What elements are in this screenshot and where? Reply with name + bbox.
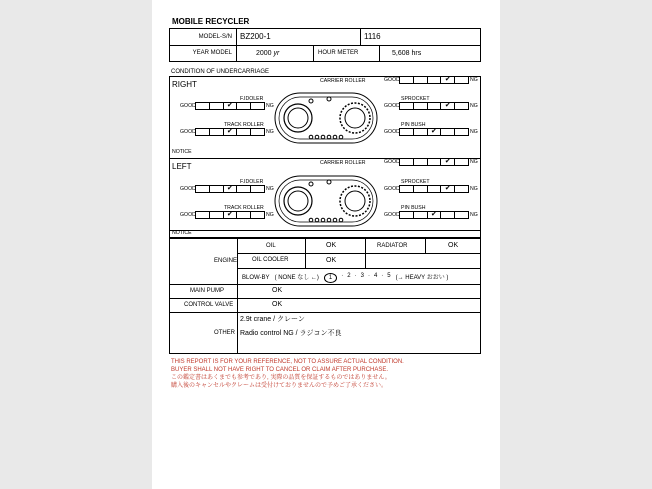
- other-label: OTHER: [214, 330, 235, 336]
- left-sprocket-rating-scale[interactable]: [399, 185, 469, 193]
- rating-cell[interactable]: [236, 103, 250, 109]
- left-notice-label: NOTICE: [172, 230, 192, 236]
- rating-cell[interactable]: [440, 103, 454, 109]
- report-title: MOBILE RECYCLER: [172, 17, 250, 26]
- serial-value: 1116: [364, 32, 381, 41]
- rating-cell[interactable]: [427, 129, 441, 135]
- right-f_idoler-ng-label: NG: [266, 103, 274, 109]
- rating-cell[interactable]: [250, 212, 264, 218]
- radiator-label: RADIATOR: [377, 243, 408, 249]
- check-icon: ✔: [444, 102, 451, 109]
- right-notice-label: NOTICE: [172, 149, 192, 155]
- rating-cell[interactable]: [413, 159, 427, 165]
- check-icon: ✔: [431, 128, 437, 135]
- engine-label: ENGINE: [214, 258, 238, 264]
- left-f_idoler-rating-scale[interactable]: [195, 185, 265, 193]
- blowby-heavy: (→ HEAVY おおい ): [395, 275, 449, 281]
- oil-label: OIL: [266, 243, 276, 249]
- left-f-idoler-label: F.IDOLER: [240, 179, 264, 185]
- blowby-separator: ·: [367, 273, 370, 279]
- rating-cell[interactable]: [400, 186, 413, 192]
- right-pin_bush-good-label: GOOD: [384, 129, 400, 135]
- rating-cell[interactable]: [454, 129, 468, 135]
- blowby-scale-value: 5: [387, 273, 391, 279]
- rating-cell[interactable]: [413, 212, 427, 218]
- rating-cell[interactable]: [400, 103, 413, 109]
- rating-cell[interactable]: [209, 212, 223, 218]
- right-track_roller-ng-label: NG: [266, 129, 274, 135]
- check-icon: ✔: [227, 102, 233, 109]
- left-track-diagram-icon: [273, 170, 379, 232]
- left-track_roller-rating-scale[interactable]: [195, 211, 265, 219]
- right-sprocket-rating-scale[interactable]: [399, 102, 469, 110]
- blowby-scale-value: 3: [360, 273, 364, 279]
- rating-cell[interactable]: [413, 103, 427, 109]
- check-icon: ✔: [444, 158, 451, 165]
- rating-cell[interactable]: [236, 129, 250, 135]
- rating-cell[interactable]: [427, 186, 441, 192]
- hour-label: HOUR METER: [318, 50, 359, 56]
- oil-cooler-value: OK: [326, 257, 337, 264]
- other-line-2: Radio control NG / ラジコン不良: [240, 330, 342, 337]
- right-track_roller-rating-scale[interactable]: [195, 128, 265, 136]
- right-pin-bush-label: PIN BUSH: [401, 122, 426, 128]
- rating-cell[interactable]: [400, 77, 413, 83]
- right-pin_bush-ng-label: NG: [470, 129, 478, 135]
- model-sn-label: MODEL-S/N: [198, 34, 232, 40]
- blowby-separator: ·: [341, 273, 344, 279]
- right-track-diagram-icon: [273, 87, 379, 149]
- rating-cell[interactable]: [440, 212, 454, 218]
- left-track_roller-ng-label: NG: [266, 212, 274, 218]
- rating-cell[interactable]: [223, 212, 237, 218]
- check-icon: ✔: [227, 128, 233, 135]
- left-carrier_roller-ng-label: NG: [470, 159, 478, 165]
- year-label: YEAR MODEL: [192, 50, 232, 56]
- rating-cell[interactable]: [209, 129, 223, 135]
- rating-cell[interactable]: [454, 212, 468, 218]
- right-f_idoler-rating-scale[interactable]: [195, 102, 265, 110]
- right-sprocket-label: SPROCKET: [401, 96, 430, 102]
- rating-cell[interactable]: [400, 159, 413, 165]
- check-icon: ✔: [444, 185, 451, 192]
- radiator-value: OK: [448, 242, 459, 249]
- left-carrier_roller-rating-scale[interactable]: [399, 158, 469, 166]
- rating-cell[interactable]: [427, 103, 441, 109]
- left-sprocket-label: SPROCKET: [401, 179, 430, 185]
- year-value: 2000 yr: [256, 50, 280, 57]
- rating-cell[interactable]: [454, 159, 468, 165]
- disclaimer-line-1: THIS REPORT IS FOR YOUR REFERENCE, NOT TO ASSURE ACTUAL CONDITION.: [171, 359, 404, 365]
- left-track-roller-label: TRACK ROLLER: [224, 205, 264, 211]
- oil-value: OK: [326, 242, 337, 249]
- rating-cell[interactable]: [250, 129, 264, 135]
- rating-cell[interactable]: [413, 129, 427, 135]
- right-sprocket-good-label: GOOD: [384, 103, 400, 109]
- info-table: [169, 28, 481, 62]
- check-icon: ✔: [227, 185, 233, 192]
- disclaimer-line-2: BUYER SHALL NOT HAVE RIGHT TO CANCEL OR CLAIM AFTER PURCHASE.: [171, 367, 389, 373]
- blowby-scale-value: 1: [324, 273, 337, 283]
- rating-cell[interactable]: [400, 129, 413, 135]
- left-carrier-roller-label: CARRIER ROLLER: [320, 160, 366, 166]
- left-pin_bush-good-label: GOOD: [384, 212, 400, 218]
- disclaimer-line-4: 購入後のキャンセルやクレームは受付けておりませんので予めご了承ください。: [171, 383, 388, 389]
- rating-cell[interactable]: [454, 186, 468, 192]
- inspection-table: [169, 238, 481, 354]
- rating-cell[interactable]: [440, 186, 454, 192]
- rating-cell[interactable]: [209, 186, 223, 192]
- left-sprocket-good-label: GOOD: [384, 186, 400, 192]
- right-track_roller-good-label: GOOD: [180, 129, 196, 135]
- left-track_roller-good-label: GOOD: [180, 212, 196, 218]
- rating-cell[interactable]: [223, 186, 237, 192]
- rating-cell[interactable]: [196, 212, 209, 218]
- blowby-label: BLOW-BY: [242, 275, 270, 281]
- left-carrier_roller-good-label: GOOD: [384, 159, 400, 165]
- right-side-label: RIGHT: [172, 80, 197, 89]
- rating-cell[interactable]: [440, 129, 454, 135]
- right-f_idoler-good-label: GOOD: [180, 103, 196, 109]
- blowby-separator: ·: [354, 273, 357, 279]
- right-track-roller-label: TRACK ROLLER: [224, 122, 264, 128]
- rating-cell[interactable]: [236, 212, 250, 218]
- undercarriage-title: CONDITION OF UNDERCARRIAGE: [171, 69, 270, 75]
- control-valve-value: OK: [272, 301, 283, 308]
- right-carrier-roller-label: CARRIER ROLLER: [320, 78, 366, 84]
- rating-cell[interactable]: [196, 103, 209, 109]
- blowby-none: ( NONE なし ←): [274, 275, 319, 281]
- blowby-row: [242, 273, 448, 283]
- other-line-1: 2.9t crane / クレーン: [240, 316, 305, 323]
- left-pin-bush-label: PIN BUSH: [401, 205, 426, 211]
- rating-cell[interactable]: [427, 159, 441, 165]
- rating-cell[interactable]: [209, 103, 223, 109]
- blowby-scale: [324, 273, 391, 283]
- blowby-separator: ·: [381, 273, 384, 279]
- disclaimer-line-3: この鑑定書はあくまでも参考であり, 実際の品質を保証するものではありません。: [171, 375, 391, 381]
- left-side-label: LEFT: [172, 162, 192, 171]
- left-pin_bush-rating-scale[interactable]: [399, 211, 469, 219]
- rating-cell[interactable]: [454, 77, 468, 83]
- left-sprocket-ng-label: NG: [470, 186, 478, 192]
- rating-cell[interactable]: [440, 159, 454, 165]
- rating-cell[interactable]: [413, 186, 427, 192]
- check-icon: ✔: [444, 76, 451, 83]
- rating-cell[interactable]: [196, 186, 209, 192]
- check-icon: ✔: [431, 211, 437, 218]
- rating-cell[interactable]: [413, 77, 427, 83]
- right-carrier_roller-good-label: GOOD: [384, 77, 400, 83]
- rating-cell[interactable]: [196, 129, 209, 135]
- blowby-scale-value: 2: [347, 273, 351, 279]
- report-page: [152, 0, 500, 489]
- right-carrier_roller-ng-label: NG: [470, 77, 478, 83]
- rating-cell[interactable]: [427, 77, 441, 83]
- check-icon: ✔: [227, 211, 233, 218]
- hour-value: 5,608 hrs: [392, 50, 422, 57]
- rating-cell[interactable]: [236, 186, 250, 192]
- model-value: BZ200-1: [240, 32, 271, 41]
- left-f_idoler-ng-label: NG: [266, 186, 274, 192]
- main-pump-label: MAIN PUMP: [190, 288, 225, 294]
- left-f_idoler-good-label: GOOD: [180, 186, 196, 192]
- blowby-scale-value: 4: [373, 273, 378, 279]
- left-pin_bush-ng-label: NG: [470, 212, 478, 218]
- oil-cooler-label: OIL COOLER: [252, 257, 289, 263]
- rating-cell[interactable]: [400, 212, 413, 218]
- rating-cell[interactable]: [223, 103, 237, 109]
- rating-cell[interactable]: [223, 129, 237, 135]
- rating-cell[interactable]: [250, 103, 264, 109]
- rating-cell[interactable]: [454, 103, 468, 109]
- rating-cell[interactable]: [440, 77, 454, 83]
- main-pump-value: OK: [272, 287, 283, 294]
- right-sprocket-ng-label: NG: [470, 103, 478, 109]
- right-f-idoler-label: F.IDOLER: [240, 96, 264, 102]
- rating-cell[interactable]: [250, 186, 264, 192]
- rating-cell[interactable]: [427, 212, 441, 218]
- control-valve-label: CONTROL VALVE: [184, 302, 234, 308]
- right-carrier_roller-rating-scale[interactable]: [399, 76, 469, 84]
- right-pin_bush-rating-scale[interactable]: [399, 128, 469, 136]
